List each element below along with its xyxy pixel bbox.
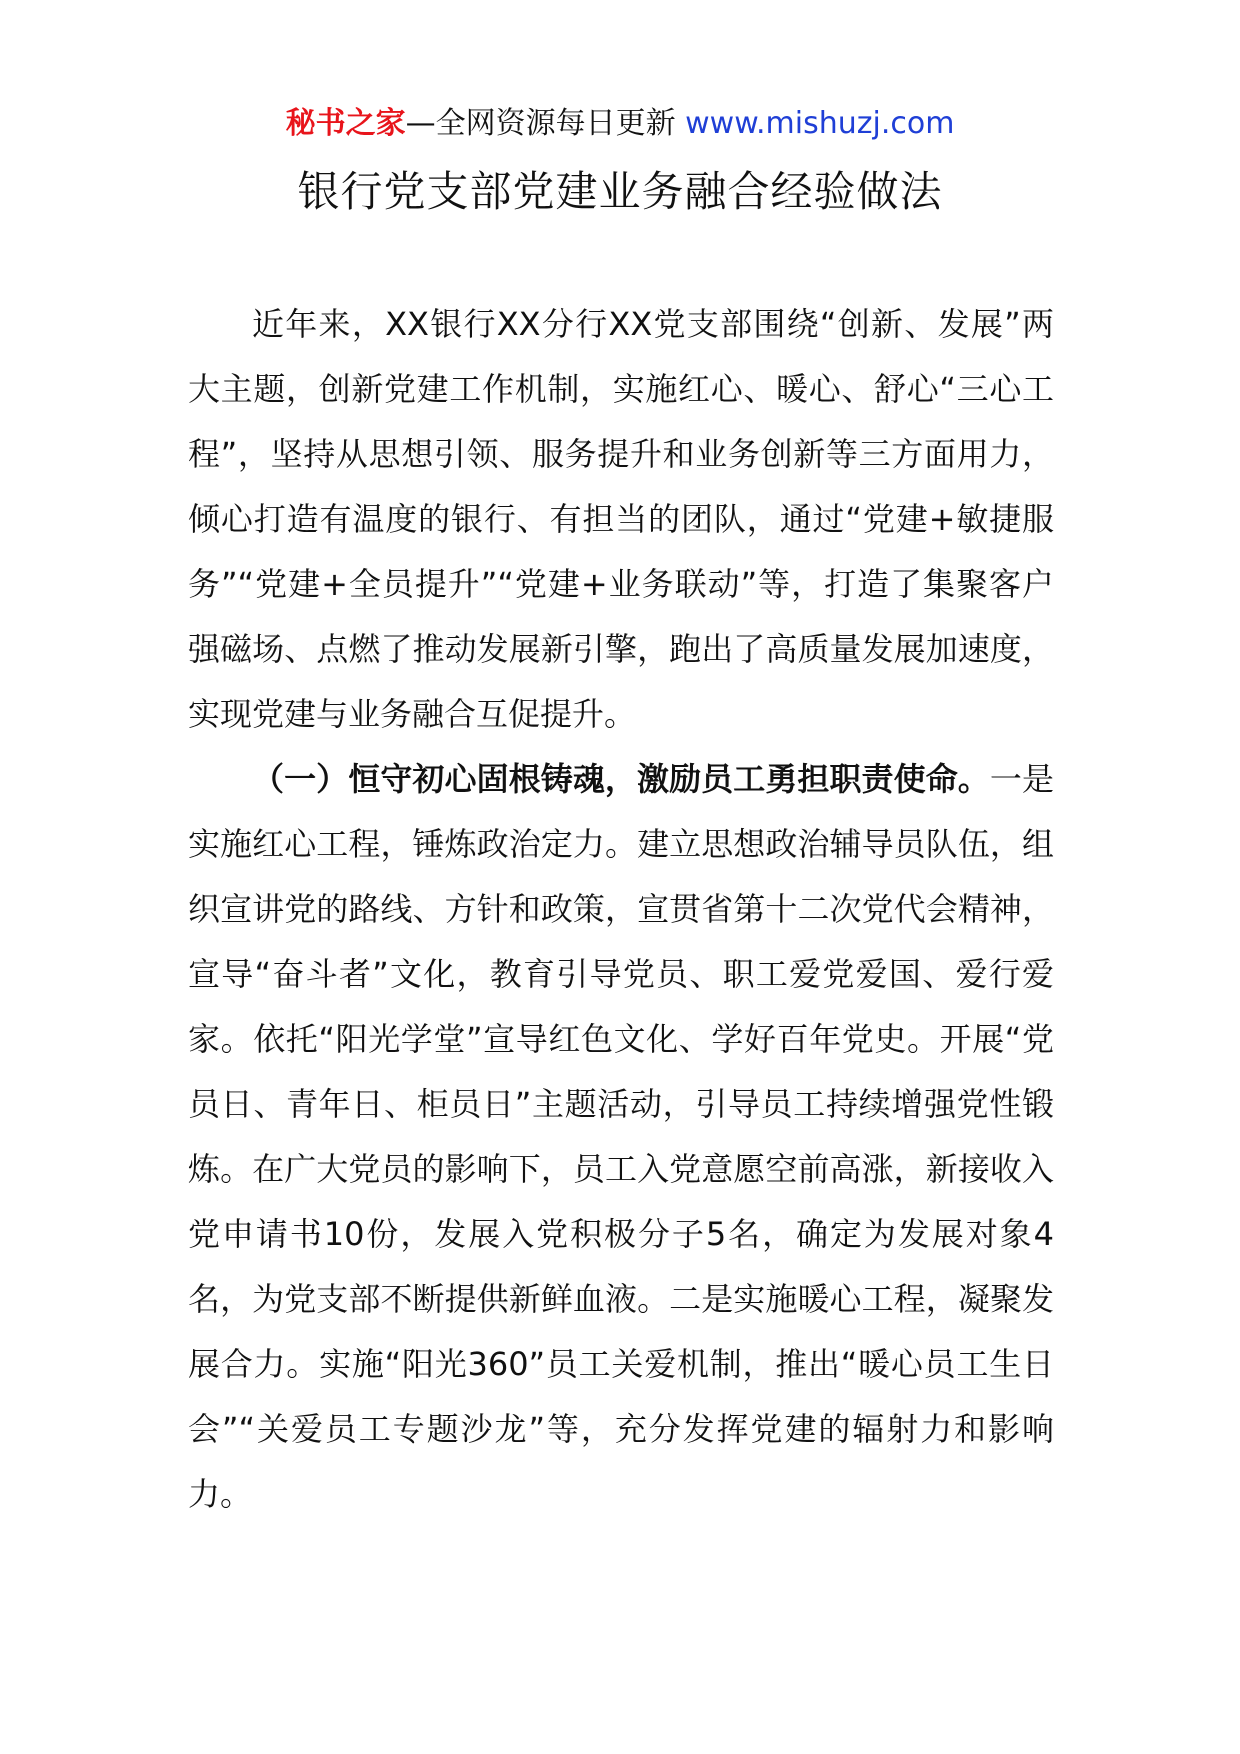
section-one-text: 一是实施红心工程，锤炼政治定力。建立思想政治辅导员队伍，组织宣讲党的路线、方针和政策，宣贯省第十二次党代会精神，宣导“奋斗者”文化，教育引导党员、职工爱党爱国、爱行爱家。依托“阳光学堂”宣导红色文化、学好百年党史。开展“党员日、青年日、柜员日”主题活动，引导员工持续增强党性锻炼。在广大党员的影响下，员工入党意愿空前高涨，新接收入党申请书10份，发展入党积极分子5名，确定为发展对象4名，为党支部不断提供新鲜血液。二是实施暖心工程，凝聚发展合力。实施“阳光360”员工关爱机制，推出“暖心员工生日会”“关爱员工专题沙龙”等，充分发挥党建的辐射力和影响力。	[188, 760, 1054, 1513]
header-brand: 秘书之家	[285, 106, 406, 141]
intro-paragraph	[188, 292, 1054, 747]
header-url-link[interactable]: www.mishuzj.com	[685, 106, 955, 141]
document-body	[188, 292, 1054, 1527]
intro-paragraph-text: 近年来，XX银行XX分行XX党支部围绕“创新、发展”两大主题，创新党建工作机制，实施红心、暖心、舒心“三心工程”，坚持从思想引领、服务提升和业务创新等三方面用力，倾心打造有温度的银行、有担当的团队，通过“党建+敏捷服务”“党建+全员提升”“党建+业务联动”等，打造了集聚客户强磁场、点燃了推动发展新引擎，跑出了高质量发展加速度，实现党建与业务融合互促提升。	[188, 305, 1054, 733]
watermark-header	[0, 100, 1240, 148]
header-slogan: —全网资源每日更新	[405, 106, 676, 141]
section-one-paragraph	[188, 747, 1054, 1527]
document-title: 银行党支部党建业务融合经验做法	[297, 167, 943, 216]
section-heading: （一）恒守初心固根铸魂，激励员工勇担职责使命。	[252, 760, 990, 798]
